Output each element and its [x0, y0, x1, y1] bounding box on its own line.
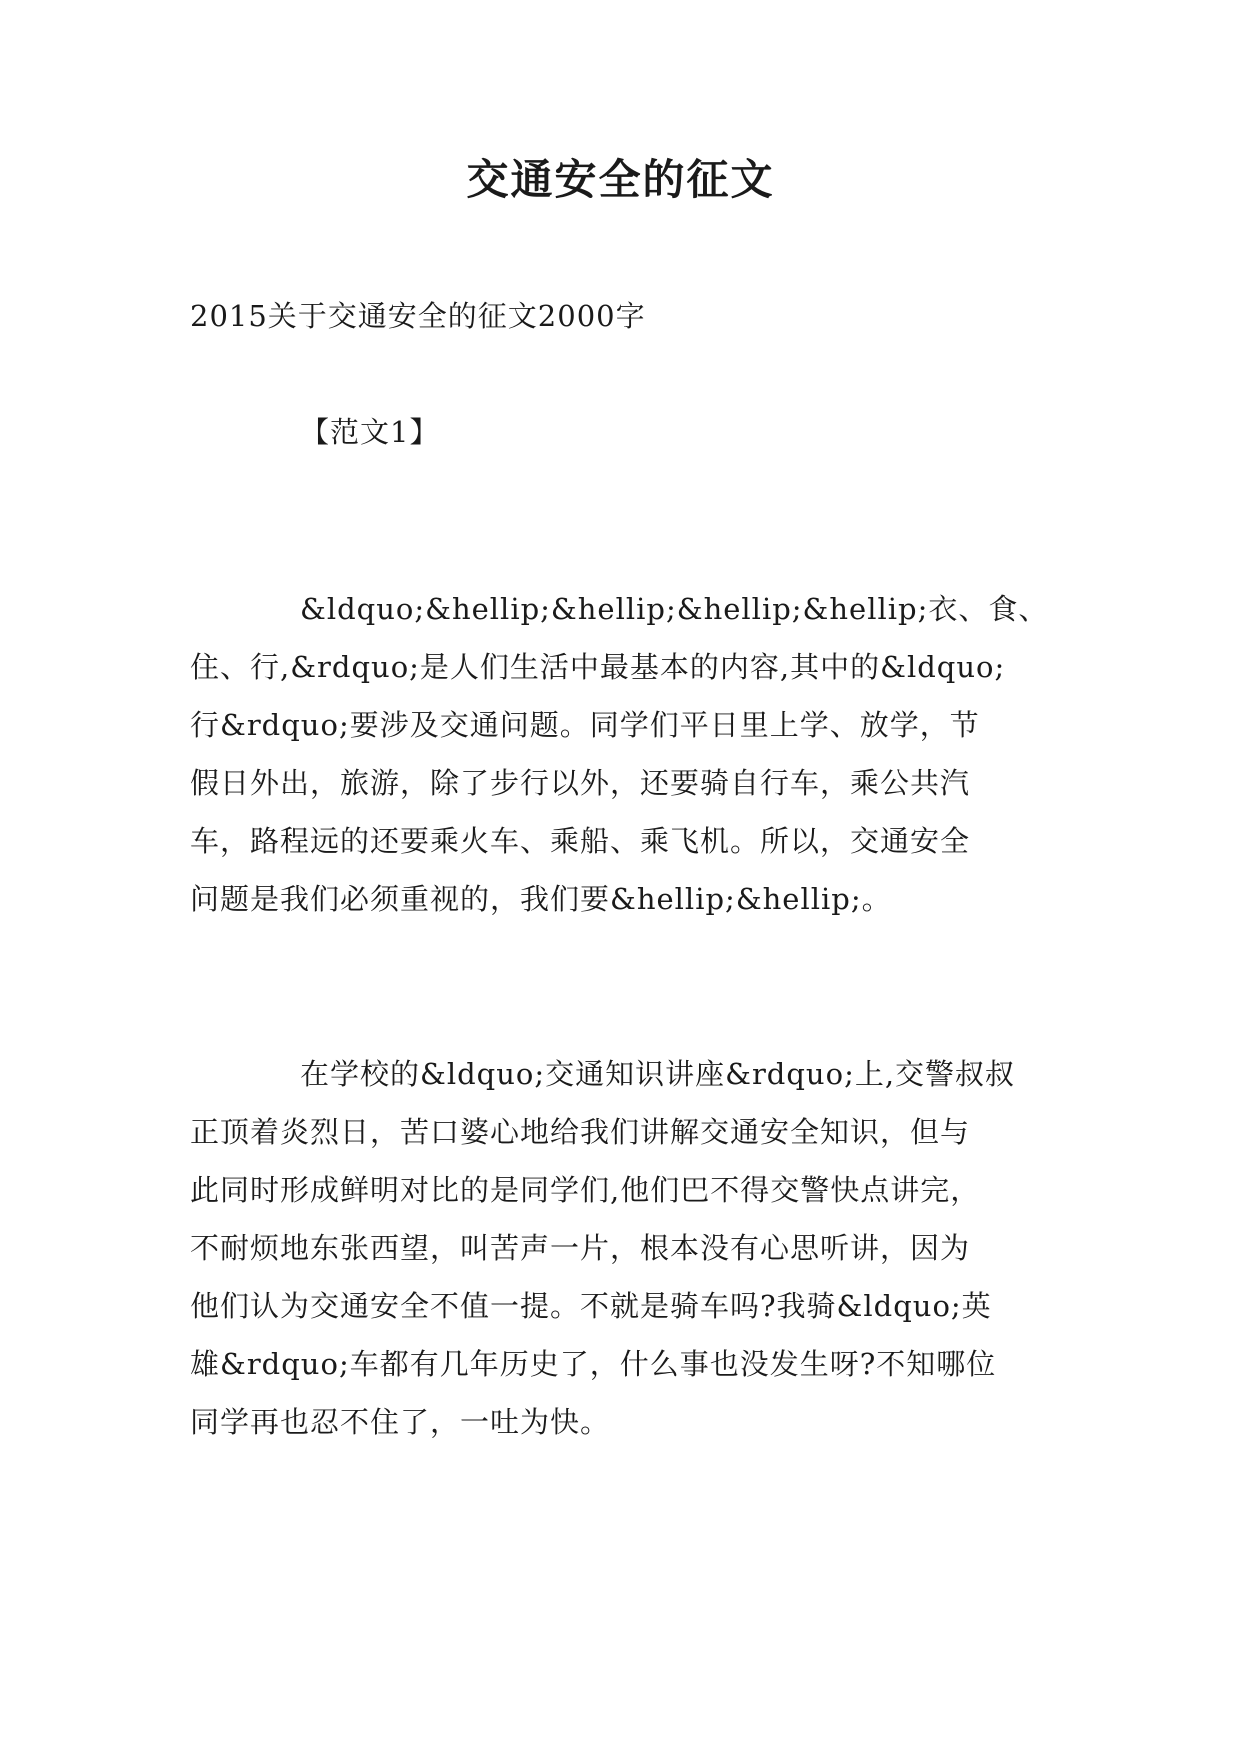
paragraph-line: 行&rdquo;要涉及交通问题。同学们平日里上学、放学，节: [190, 708, 980, 742]
paragraph-1: [190, 580, 1060, 928]
paragraph-line: 问题是我们必须重视的，我们要&hellip;&hellip;。: [190, 882, 892, 916]
section-label: 【范文1】: [300, 415, 440, 449]
paragraph-line: 正顶着炎烈日，苦口婆心地给我们讲解交通安全知识，但与: [190, 1115, 971, 1149]
document-title: 交通安全的征文: [466, 155, 775, 204]
paragraph-line: 不耐烦地东张西望，叫苦声一片，根本没有心思听讲，因为: [190, 1231, 971, 1265]
paragraph-line: 假日外出，旅游，除了步行以外，还要骑自行车，乘公共汽: [190, 766, 971, 800]
paragraph-line: 他们认为交通安全不值一提。不就是骑车吗?我骑&ldquo;英: [190, 1289, 992, 1323]
paragraph-line: 雄&rdquo;车都有几年历史了，什么事也没发生呀?不知哪位: [190, 1347, 997, 1381]
paragraph-line: 住、行,&rdquo;是人们生活中最基本的内容,其中的&ldquo;: [190, 650, 1006, 684]
paragraph-line: 车，路程远的还要乘火车、乘船、乘飞机。所以，交通安全: [190, 824, 971, 858]
paragraph-2: [190, 1045, 1060, 1451]
document-subtitle: 2015关于交通安全的征文2000字: [190, 299, 646, 333]
paragraph-line: 在学校的&ldquo;交通知识讲座&rdquo;上,交警叔叔: [300, 1057, 1016, 1091]
paragraph-line: 同学再也忍不住了，一吐为快。: [190, 1405, 611, 1439]
paragraph-line: 此同时形成鲜明对比的是同学们,他们巴不得交警快点讲完，: [190, 1173, 981, 1207]
paragraph-line: &ldquo;&hellip;&hellip;&hellip;&hellip;衣、食、: [300, 592, 1049, 626]
